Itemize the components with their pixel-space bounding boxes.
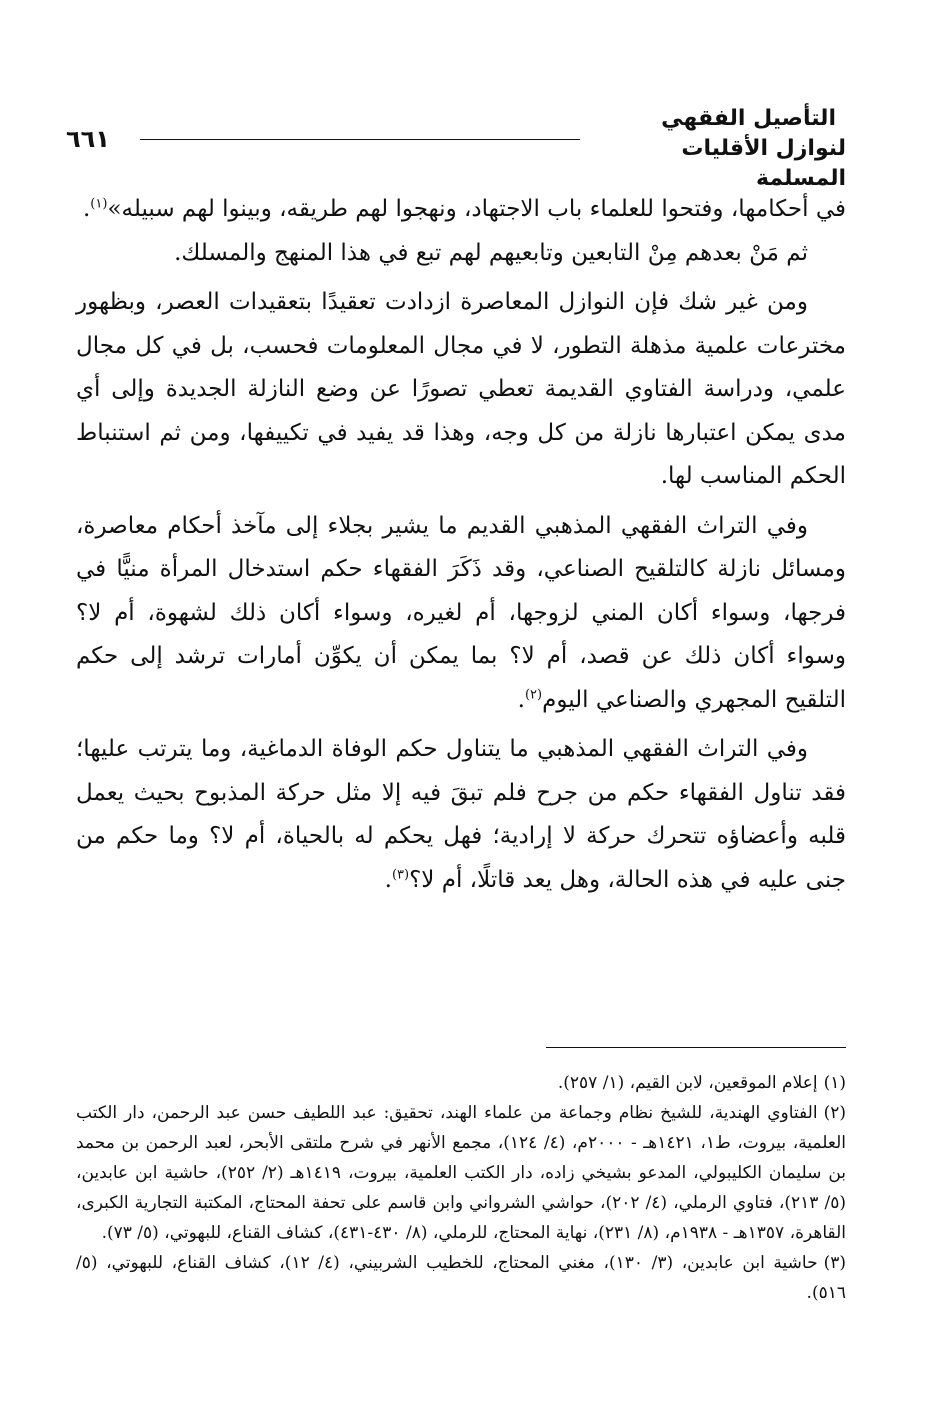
paragraph-4	[76, 505, 846, 723]
footnote-text: الفتاوي الهندية، للشيخ نظام وجماعة من علماء الهند، تحقيق: عبد اللطيف حسن عبد الرحمن، دار الكتب العلمية، بيروت، ط١، ١٤٢١هـ - ٢٠٠٠م، (٤/ ١٢٤)، مجمع الأنهر في شرح ملتقى الأبحر، لعبد الرحمن بن محمد بن سليمان الكليبولي، المدعو بشيخي زاده، دار الكتب العلمية، بيروت، ١٤١٩هـ (٢/ ٢٥٢)، حاشية ابن عابدين، (٥/ ٢١٣)، فتاوي الرملي، (٤/ ٢٠٢)، حواشي الشرواني وابن قاسم على تحفة المحتاج، المكتبة التجارية الكبرى، القاهرة، ١٣٥٧هـ - ١٩٣٨م، (٨/ ٢٣١)، نهاية المحتاج، للرملي، (٨/ ٤٣٠-٤٣١)، كشاف القناع، للبهوتي، (٥/ ٧٣).	[76, 1103, 847, 1243]
paragraph-text: وفي التراث الفقهي المذهبي ما يتناول حكم الوفاة الدماغية، وما يترتب عليها؛ فقد تناول الفقهاء حكم من جرح فلم تبقَ فيه إلا مثل حركة المذبوح بحيث يعمل قلبه وأعضاؤه تتحرك حركة لا إرادية؛ فهل يحكم له بالحياة، أم لا؟ وما حكم من جنى عليه في هذه الحالة، وهل يعد قاتلًا، أم لا؟	[76, 736, 846, 893]
page-header	[66, 104, 846, 191]
paragraph-text: ثم مَنْ بعدهم مِنْ التابعين وتابعيهم لهم تبع في هذا المنهج والمسلك.	[174, 239, 808, 266]
paragraph-tail: .	[82, 196, 91, 222]
paragraph-tail: .	[384, 866, 392, 893]
footnote-number: (١)	[823, 1073, 846, 1093]
main-text	[76, 188, 846, 902]
footnote-text: إعلام الموقعين، لابن القيم، (١/ ٢٥٧).	[557, 1073, 818, 1093]
footnote-text: حاشية ابن عابدين، (٣/ ١٣٠)، مغني المحتاج، للخطيب الشربيني، (٤/ ١٢)، كشاف القناع، للبهوتي، (٥/ ٥١٦).	[76, 1253, 846, 1303]
running-title	[586, 104, 846, 194]
paragraph-text: وفي التراث الفقهي المذهبي القديم ما يشير بجلاء إلى مآخذ أحكام معاصرة، ومسائل نازلة كالتلقيح الصناعي، وقد ذَكَرَ الفقهاء حكم استدخال المرأة منيًّا في فرجها، وسواء أكان المني لزوجها، أم لغيره، وسواء أكان ذلك لشهوة، أم لا؟ وسواء أكان ذلك عن قصد، أم لا؟ بما يمكن أن يكوِّن أمارات ترشد إلى حكم التلقيح المجهري والصناعي اليوم	[76, 512, 846, 713]
footnote-number: (٢)	[823, 1103, 846, 1123]
page-number: ٦٦١	[66, 125, 110, 153]
running-title-line-2: لنوازل الأقليات المسلمة	[681, 136, 846, 191]
paragraph-tail: .	[517, 686, 525, 713]
footnotes	[76, 1068, 846, 1308]
paragraph-text: ومن غير شك فإن النوازل المعاصرة ازدادت تعقيدًا بتعقيدات العصر، وبظهور مخترعات علمية مذهلة التطور، لا في مجال المعلومات فحسب، بل في كل مجال علمي، ودراسة الفتاوي القديمة تعطي تصورًا عن وضع النازلة الجديدة وإلى أي مدى يمكن اعتبارها نازلة من كل وجه، وهذا قد يفيد في تكييفها، ومن ثم استنباط الحكم المناسب لها.	[76, 289, 846, 489]
footnote-number: (٣)	[823, 1253, 846, 1273]
footnote-ref: (١)	[90, 196, 108, 212]
footnote-ref: (٢)	[524, 686, 543, 702]
paragraph-5	[76, 728, 846, 902]
running-title-line-1: التأصيل الفقهي	[661, 106, 836, 131]
paragraph-3	[76, 281, 846, 499]
paragraph-2	[76, 232, 846, 276]
footnote-3	[76, 1248, 846, 1308]
footnote-2	[76, 1098, 846, 1248]
footnote-1	[76, 1068, 846, 1098]
footnote-separator	[546, 1047, 846, 1048]
footnote-ref: (٣)	[391, 866, 410, 882]
paragraph-text: في أحكامها، وفتحوا للعلماء باب الاجتهاد، ونهجوا لهم طريقه، وبينوا لهم سبيله»	[107, 196, 846, 222]
paragraph-1	[76, 188, 846, 232]
header-rule	[140, 139, 580, 140]
